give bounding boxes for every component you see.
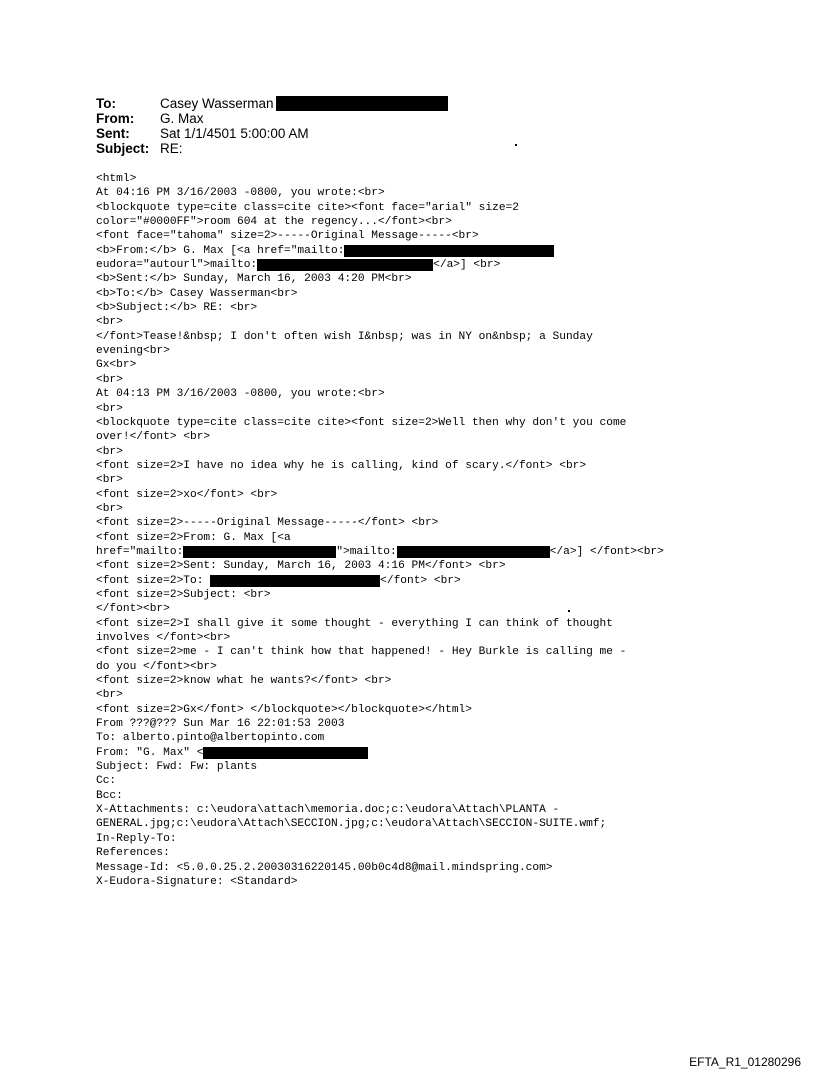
body-line [96,488,736,502]
body-line-text: <font size=2>I shall give it some thought - everything I can think of thought [96,617,613,630]
body-line [96,746,736,760]
body-line-text: Cc: [96,775,117,788]
body-line-text: <br> [96,689,123,702]
body-line-text: href="mailto: [96,545,184,558]
redaction-box [203,747,368,759]
body-line-text: </font><br> [96,603,170,616]
body-line-text: <font size=2>xo</font> <br> [96,488,278,501]
body-line [96,602,736,616]
body-line-text: Message-Id: <5.0.0.25.2.20030316220145.00b0c4d8@mail.mindspring.com> [96,861,553,874]
body-line-text: eudora="autourl">mailto: [96,259,258,272]
body-line-text: <html> [96,173,137,185]
redaction-box [397,546,550,558]
body-line [96,645,736,659]
body-line [96,445,736,459]
body-line-text: involves </font><br> [96,632,231,644]
body-line [96,846,736,860]
body-line [96,875,736,889]
body-line [96,258,736,272]
redaction-box [210,575,380,587]
body-line [96,588,736,602]
body-line-text: At 04:13 PM 3/16/2003 -0800, you wrote:<br> [96,388,385,401]
redaction-box [257,259,433,271]
body-line-text: <b>Sent:</b> Sunday, March 16, 2003 4:20 PM<br> [96,273,412,286]
body-line [96,789,736,803]
body-line-text: ">mailto: [336,545,397,558]
body-line [96,531,736,545]
body-line-text: <blockquote type=cite class=cite cite><font size=2>Well then why don't you come [96,416,627,429]
body-line-text: X-Attachments: c:\eudora\attach\memoria.doc;c:\eudora\Attach\PLANTA - [96,804,560,817]
body-line [96,430,736,444]
body-line [96,774,736,788]
body-line [96,688,736,702]
speck-mark [515,144,517,146]
redaction-box [276,96,448,111]
body-line [96,617,736,631]
body-line-text: evening<br> [96,345,170,358]
body-line [96,330,736,344]
header-to-label: To: [96,96,116,111]
body-line-text: GENERAL.jpg;c:\eudora\Attach\SECCION.jpg;c:\eudora\Attach\SECCION-SUITE.wmf; [96,818,607,831]
body-line-text: <font face="tahoma" size=2>-----Original Message-----<br> [96,230,479,243]
email-body [96,172,736,889]
body-line [96,416,736,430]
body-line [96,473,736,487]
body-line [96,574,736,588]
body-line [96,674,736,688]
body-line-text: do you </font><br> [96,660,217,673]
document-id: EFTA_R1_01280296 [689,1055,801,1069]
body-line [96,358,736,372]
body-line-text: <font size=2>me - I can't think how that happened! - Hey Burkle is calling me - [96,646,627,659]
header-to-value: Casey Wasserman [160,96,274,111]
body-line-text: <font size=2>I have no idea why he is calling, kind of scary.</font> <br> [96,459,587,472]
body-line-text: <font size=2>Gx</font> </blockquote></blockquote></html> [96,703,472,716]
body-line [96,172,736,186]
body-line [96,760,736,774]
body-line [96,545,736,559]
body-line [96,201,736,215]
speck-mark [568,610,570,612]
body-line-text: To: alberto.pinto@albertopinto.com [96,732,325,745]
body-line [96,660,736,674]
body-line-text: </a>] </font><br> [549,545,664,558]
body-line-text: </font> <br> [380,574,461,587]
body-line-text: <font size=2>To: [96,574,211,587]
header-from-label: From: [96,111,135,126]
body-line-text: From: "G. Max" < [96,746,204,759]
body-line-text: X-Eudora-Signature: <Standard> [96,875,298,888]
body-line [96,559,736,573]
body-line [96,244,736,258]
body-line [96,215,736,229]
body-line-text: </font>Tease!&nbsp; I don't often wish I&nbsp; was in NY on&nbsp; a Sunday [96,330,593,343]
body-line-text: Gx<br> [96,359,137,372]
body-line [96,731,736,745]
redaction-box [344,245,554,257]
body-line [96,301,736,315]
body-line-text: <br> [96,502,123,515]
body-line [96,861,736,875]
body-line-text: References: [96,847,170,860]
body-line-text: <br> [96,316,123,329]
body-line-text: Subject: Fwd: Fw: plants [96,761,258,774]
header-sent-label: Sent: [96,126,130,141]
body-line-text: <br> [96,373,123,386]
body-line-text: <blockquote type=cite class=cite cite><font face="arial" size=2 [96,201,519,214]
body-line [96,516,736,530]
body-line [96,803,736,817]
body-line [96,502,736,516]
body-line [96,186,736,200]
header-from-value: G. Max [160,111,204,126]
body-line-text: <br> [96,474,123,487]
body-line [96,387,736,401]
body-line-text: <b>Subject:</b> RE: <br> [96,302,258,315]
body-line-text: <font size=2>Subject: <br> [96,588,271,601]
body-line-text: <font size=2>From: G. Max [<a [96,531,291,544]
redaction-box [183,546,336,558]
body-line [96,402,736,416]
body-line [96,832,736,846]
body-line [96,287,736,301]
body-line-text: </a>] <br> [433,259,501,272]
body-line [96,717,736,731]
body-line [96,229,736,243]
body-line-text: <br> [96,402,123,415]
header-subject-value: RE: [160,141,183,156]
body-line-text: <b>From:</b> G. Max [<a href="mailto: [96,244,345,257]
body-line-text: From ???@??? Sun Mar 16 22:01:53 2003 [96,718,345,731]
body-line-text: Bcc: [96,789,123,802]
body-line [96,344,736,358]
body-line-text: over!</font> <br> [96,431,211,444]
header-sent-value: Sat 1/1/4501 5:00:00 AM [160,126,309,141]
body-line [96,272,736,286]
body-line-text: In-Reply-To: [96,832,177,845]
body-line [96,703,736,717]
body-line [96,459,736,473]
body-line [96,631,736,645]
body-line [96,373,736,387]
body-line [96,315,736,329]
body-line [96,817,736,831]
body-line-text: color="#0000FF">room 604 at the regency...</font><br> [96,216,452,229]
body-line-text: At 04:16 PM 3/16/2003 -0800, you wrote:<br> [96,187,385,200]
body-line-text: <b>To:</b> Casey Wasserman<br> [96,287,298,300]
body-line-text: <font size=2>Sent: Sunday, March 16, 2003 4:16 PM</font> <br> [96,560,506,573]
body-line-text: <font size=2>know what he wants?</font> <br> [96,675,392,688]
header-subject-label: Subject: [96,141,150,156]
body-line-text: <br> [96,445,123,458]
body-line-text: <font size=2>-----Original Message-----</font> <br> [96,517,439,530]
